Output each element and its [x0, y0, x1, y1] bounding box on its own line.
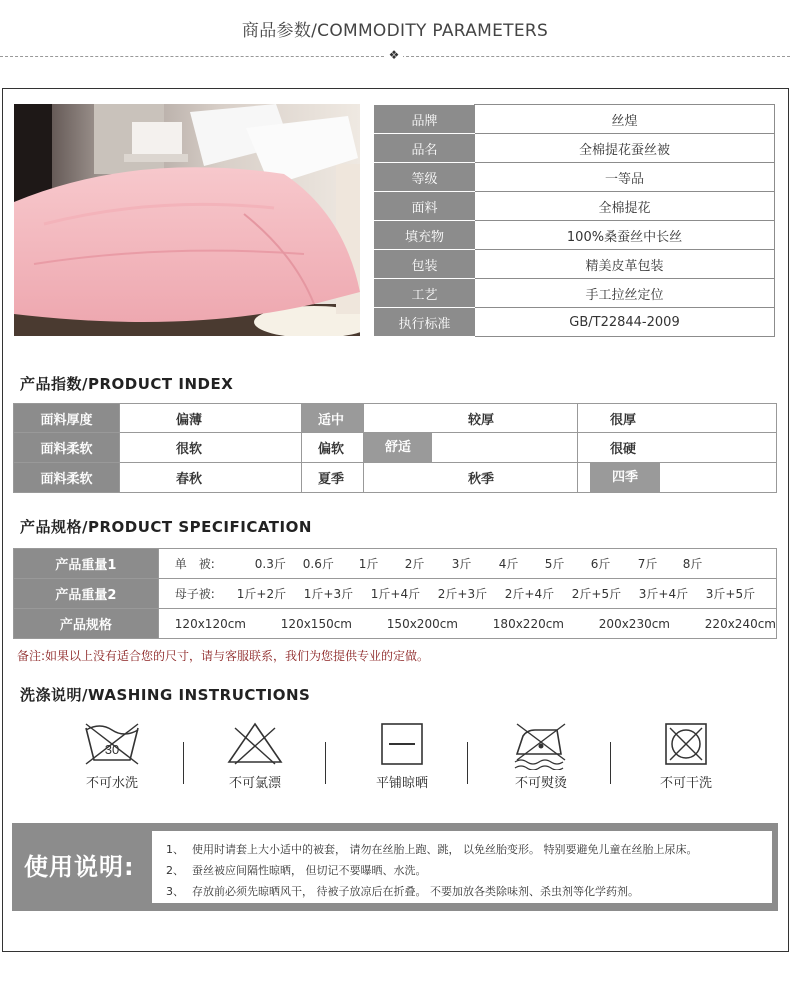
spec-row — [14, 549, 777, 579]
no-bleach-icon — [225, 720, 285, 766]
usage-instructions — [12, 823, 778, 911]
param-key: 包装 — [375, 250, 475, 279]
bedding-image — [14, 104, 360, 336]
index-cell: 夏季 — [302, 463, 364, 493]
param-row — [375, 134, 775, 163]
spec-item: 8斤 — [682, 557, 703, 571]
usage-number: 1、 — [166, 843, 184, 856]
spec-row-header: 产品重量1 — [14, 549, 159, 579]
index-cell: 很软 — [120, 433, 302, 463]
wash-divider — [325, 742, 326, 784]
spec-item: 1斤+4斤 — [370, 587, 421, 601]
usage-text: 使用时请套上大小适中的被套， 请勿在丝胎上跑、跳， 以免丝胎变形。 特别要避免儿童在丝胎上尿床。 — [192, 843, 698, 856]
index-cell-selected: 舒适 — [364, 433, 432, 462]
wash-label: 不可水洗 — [85, 776, 138, 791]
spec-item: 1斤+3斤 — [303, 587, 354, 601]
no-dry-clean-icon — [656, 720, 716, 766]
usage-line — [166, 839, 772, 860]
custom-size-note: 备注:如果以上没有适合您的尺寸，请与客服联系，我们为您提供专业的定做。 — [17, 649, 430, 663]
param-row — [375, 163, 775, 192]
wash-label: 平铺晾晒 — [375, 776, 428, 791]
wash-item-no-dry-clean — [636, 720, 736, 791]
spec-item: 母子被: — [174, 587, 215, 601]
usage-list — [152, 831, 772, 903]
product-spec-title: 产品规格/PRODUCT SPECIFICATION — [20, 518, 312, 536]
usage-line — [166, 881, 772, 902]
wash-divider — [610, 742, 611, 784]
usage-title: 使用说明: — [24, 853, 135, 881]
param-row — [375, 105, 775, 134]
product-photo — [14, 104, 360, 336]
spec-item: 200x230cm — [598, 616, 670, 631]
param-row — [375, 221, 775, 250]
usage-number: 3、 — [166, 885, 184, 898]
spec-item: 3斤 — [451, 557, 472, 571]
param-value: 丝煌 — [475, 105, 775, 134]
wash-divider — [467, 742, 468, 784]
spec-item: 2斤 — [404, 557, 425, 571]
param-value: 手工拉丝定位 — [475, 279, 775, 308]
product-spec-table — [13, 548, 777, 639]
param-value: 一等品 — [475, 163, 775, 192]
parameter-table — [374, 104, 775, 337]
param-value: GB/T22844-2009 — [475, 308, 775, 337]
spec-item: 3斤+5斤 — [705, 587, 756, 601]
spec-item: 220x240cm — [704, 616, 776, 631]
index-cell: 较厚 — [364, 404, 578, 433]
usage-text: 存放前必须先晾晒风干， 待被子放凉后在折叠。 不要加放各类除味剂、杀虫剂等化学药剂。 — [192, 885, 639, 898]
spec-item: 120x150cm — [280, 616, 352, 631]
wash-temp: 30 — [104, 742, 120, 757]
param-key: 面料 — [375, 192, 475, 221]
spec-row — [14, 579, 777, 609]
product-index-title: 产品指数/PRODUCT INDEX — [20, 375, 234, 393]
spec-item: 180x220cm — [492, 616, 564, 631]
wash-label: 不可干洗 — [659, 776, 712, 791]
wash-item-no-wash — [62, 720, 162, 791]
param-row — [375, 279, 775, 308]
index-cell: 偏薄 — [120, 404, 302, 433]
index-cell-group — [364, 433, 578, 463]
product-index-table — [13, 403, 777, 493]
param-value: 全棉提花蚕丝被 — [475, 134, 775, 163]
spec-row-values — [158, 579, 776, 609]
index-cell: 春秋 — [120, 463, 302, 493]
index-cell: 很硬 — [578, 433, 777, 463]
usage-text: 蚕丝被应间隔性晾晒， 但切记不要曝晒、水洗。 — [192, 864, 427, 877]
param-key: 品牌 — [375, 105, 475, 134]
wash-label: 不可熨烫 — [514, 776, 567, 791]
index-row-header: 面料厚度 — [14, 404, 120, 433]
spec-row-values — [158, 549, 776, 579]
index-cell: 秋季 — [364, 463, 578, 493]
spec-item: 1斤 — [358, 557, 379, 571]
param-value: 精美皮革包装 — [475, 250, 775, 279]
usage-line — [166, 860, 772, 881]
index-row-header: 面料柔软 — [14, 433, 120, 463]
wash-item-no-iron — [491, 720, 591, 791]
param-row — [375, 250, 775, 279]
index-cell: 偏软 — [302, 433, 364, 463]
index-cell-selected: 适中 — [302, 404, 364, 433]
washing-title: 洗涤说明/WASHING INSTRUCTIONS — [20, 686, 311, 704]
spec-item: 0.3斤 — [254, 557, 286, 571]
wash-item-no-bleach — [205, 720, 305, 791]
wash-item-dry-flat — [352, 720, 452, 791]
spec-item: 6斤 — [590, 557, 611, 571]
param-key: 等级 — [375, 163, 475, 192]
spec-row-header: 产品重量2 — [14, 579, 159, 609]
spec-item: 2斤+5斤 — [571, 587, 622, 601]
page-title: 商品参数/COMMODITY PARAMETERS — [241, 21, 549, 41]
param-value: 100%桑蚕丝中长丝 — [475, 221, 775, 250]
spec-item: 7斤 — [637, 557, 658, 571]
index-row-header: 面料柔软 — [14, 463, 120, 493]
param-key: 品名 — [375, 134, 475, 163]
spec-item: 5斤 — [544, 557, 565, 571]
index-cell-selected: 四季 — [590, 463, 660, 492]
spec-row-header: 产品规格 — [14, 609, 159, 639]
spec-item: 2斤+3斤 — [437, 587, 488, 601]
spec-item: 4斤 — [498, 557, 519, 571]
index-row — [14, 463, 777, 493]
usage-number: 2、 — [166, 864, 184, 877]
index-row — [14, 404, 777, 433]
no-iron-icon — [511, 720, 571, 770]
spec-item: 150x200cm — [386, 616, 458, 631]
param-row — [375, 308, 775, 337]
diamond-ornament-icon: ❖ — [385, 48, 403, 62]
no-wash-icon — [82, 720, 142, 766]
param-key: 填充物 — [375, 221, 475, 250]
dry-flat-icon — [372, 720, 432, 766]
spec-item: 120x120cm — [174, 616, 246, 631]
index-row — [14, 433, 777, 463]
param-value: 全棉提花 — [475, 192, 775, 221]
spec-row-values — [158, 609, 776, 639]
spec-item: 0.6斤 — [302, 557, 334, 571]
spec-row — [14, 609, 777, 639]
spec-item: 3斤+4斤 — [638, 587, 689, 601]
index-cell-group — [578, 463, 777, 493]
param-key: 工艺 — [375, 279, 475, 308]
spec-item: 1斤+2斤 — [236, 587, 287, 601]
param-key: 执行标准 — [375, 308, 475, 337]
index-cell: 很厚 — [578, 404, 777, 433]
wash-divider — [183, 742, 184, 784]
spec-item: 单 被: — [174, 557, 215, 571]
wash-label: 不可氯漂 — [228, 776, 281, 791]
page-header — [0, 0, 790, 70]
param-row — [375, 192, 775, 221]
spec-item: 2斤+4斤 — [504, 587, 555, 601]
